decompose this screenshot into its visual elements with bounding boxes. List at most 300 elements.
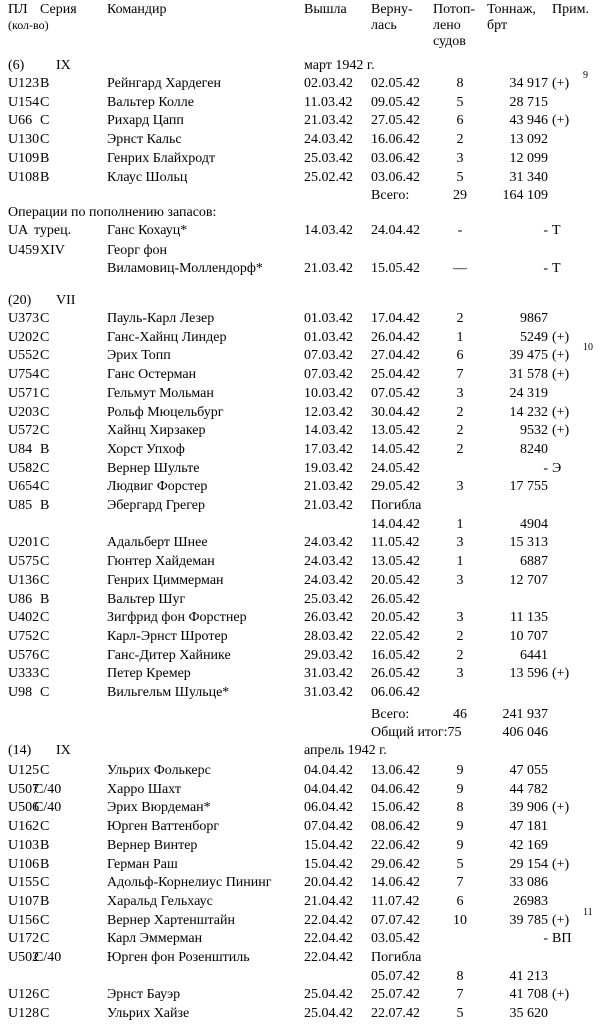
sunk-count: 3 xyxy=(456,479,464,495)
sunk-count: 6 xyxy=(456,348,464,364)
note: ВП xyxy=(552,931,572,947)
pl-number: U136 xyxy=(8,572,40,588)
returned: 09.05.42 xyxy=(371,94,420,110)
departed: 04.04.42 xyxy=(304,781,353,797)
returned: 29.06.42 xyxy=(371,856,420,872)
sunk-count: 7 xyxy=(456,875,464,891)
series: C xyxy=(40,367,50,383)
departed: 24.03.42 xyxy=(304,535,353,551)
pl-number: U109 xyxy=(8,150,40,166)
returned: 13.05.42 xyxy=(371,554,420,570)
sunk-count: 1 xyxy=(456,516,464,532)
departed: 21.03.42 xyxy=(304,479,353,495)
commander: Вальтер Шуг xyxy=(107,591,186,607)
departed: 21.04.42 xyxy=(304,893,353,909)
tonnage: - xyxy=(543,460,548,476)
pl-number: U107 xyxy=(8,893,40,909)
tonnage: 10 707 xyxy=(509,628,548,644)
table-row xyxy=(0,443,600,463)
series: C/40 xyxy=(34,781,62,797)
returned: 03.06.42 xyxy=(371,169,420,185)
table-row xyxy=(0,764,600,784)
tonnage: 41 213 xyxy=(509,968,548,984)
commander: Ганс Остерман xyxy=(107,367,197,383)
pl-number: U654 xyxy=(8,479,40,495)
returned: 22.07.42 xyxy=(371,1006,420,1022)
returned: 22.06.42 xyxy=(371,837,420,853)
returned: 26.05.42 xyxy=(371,591,420,607)
note: (+) xyxy=(552,348,570,364)
departed: 25.03.42 xyxy=(304,591,353,607)
note: Э xyxy=(552,460,562,476)
note: (+) xyxy=(552,404,570,420)
returned: 05.07.42 xyxy=(371,968,420,984)
pl-number: U402 xyxy=(8,610,40,626)
commander: Гюнтер Хайдеман xyxy=(107,554,215,570)
tonnage: 43 946 xyxy=(509,113,548,129)
commander: Ульрих Хайзе xyxy=(107,1006,190,1022)
header-tonnage-1: Тоннаж, xyxy=(487,2,536,17)
grand-total-tonnage: 406 046 xyxy=(502,725,548,741)
tonnage: 6887 xyxy=(520,554,548,570)
section-count: (6) xyxy=(8,58,25,73)
pl-number: U502 xyxy=(8,950,40,965)
departed: 24.03.42 xyxy=(304,572,353,588)
returned: 27.05.42 xyxy=(371,113,420,129)
pl-number: U754 xyxy=(8,367,40,383)
departed: 24.03.42 xyxy=(304,132,353,148)
sunk-count: 2 xyxy=(456,423,464,439)
tonnage: 12 099 xyxy=(509,150,548,166)
pl-number: U507 xyxy=(8,781,40,797)
total-label: Всего: xyxy=(371,188,410,204)
series: B xyxy=(40,498,50,513)
sunk-count: 5 xyxy=(456,1006,464,1022)
series: C xyxy=(40,404,50,420)
departed: 22.04.42 xyxy=(304,950,353,965)
tonnage: 28 715 xyxy=(509,94,548,110)
commander: Карл-Эрнст Шротер xyxy=(107,628,228,644)
series: C xyxy=(40,311,50,326)
series: C xyxy=(40,1006,50,1022)
commander: Ганс Кохауц* xyxy=(107,223,188,238)
sunk-count: 8 xyxy=(456,968,464,984)
header-returned-1: Верну- xyxy=(371,2,413,17)
table-row xyxy=(0,244,600,264)
series: C xyxy=(40,763,50,778)
pl-number: U203 xyxy=(8,404,40,420)
resupply-title xyxy=(0,206,600,226)
commander-continued: Виламовиц-Моллендорф* xyxy=(107,261,263,276)
commander: Карл Эммерман xyxy=(107,931,203,947)
table-row xyxy=(0,686,600,706)
series: C xyxy=(40,113,50,129)
returned: 03.06.42 xyxy=(371,150,420,166)
series: B xyxy=(40,893,50,909)
note: (+) xyxy=(552,76,570,91)
tonnage: 13 596 xyxy=(509,666,548,682)
tonnage: 6441 xyxy=(520,647,548,663)
returned: Погибла xyxy=(371,498,422,513)
tonnage: 41 708 xyxy=(509,987,548,1003)
series: C xyxy=(40,348,50,364)
header-sunk-3: судов xyxy=(433,34,466,49)
tonnage: 39 785 xyxy=(509,912,548,928)
returned: 13.05.42 xyxy=(371,423,420,439)
table-row xyxy=(0,387,600,407)
series: турец. xyxy=(34,223,72,238)
returned: 16.05.42 xyxy=(371,647,420,663)
commander: Петер Кремер xyxy=(107,666,191,682)
departed: 22.04.42 xyxy=(304,912,353,928)
table-row xyxy=(0,152,600,172)
pl-number: U85 xyxy=(8,498,33,513)
tonnage: 5249 xyxy=(520,329,548,345)
series: C xyxy=(40,931,50,947)
returned: 26.04.42 xyxy=(371,329,420,345)
sunk-count: 2 xyxy=(456,404,464,420)
section-type: VII xyxy=(56,293,76,308)
header-sunk-2: лено xyxy=(433,18,461,33)
pl-number: U162 xyxy=(8,819,40,835)
section-month: апрель 1942 г. xyxy=(304,743,387,758)
series: C xyxy=(40,554,50,570)
tonnage: 47 055 xyxy=(509,763,548,778)
returned: 14.04.42 xyxy=(371,516,420,532)
pl-number: U506 xyxy=(8,800,40,816)
returned: 11.05.42 xyxy=(371,535,420,551)
series: B xyxy=(40,591,50,607)
header-series: Серия xyxy=(40,2,77,17)
header-count: (кол-во) xyxy=(8,18,49,32)
table-row xyxy=(0,424,600,444)
commander: Вильгельм Шульце* xyxy=(107,685,230,700)
table-row xyxy=(0,906,600,934)
sunk-count: 9 xyxy=(456,837,464,853)
series: C/40 xyxy=(34,950,62,965)
note: (+) xyxy=(552,666,570,682)
note: (+) xyxy=(552,113,570,129)
returned: 16.06.42 xyxy=(371,132,420,148)
pl-number: U333 xyxy=(8,666,40,682)
note: T xyxy=(552,223,561,238)
commander: Эрнст Бауэр xyxy=(107,987,181,1003)
sunk-count: 5 xyxy=(456,856,464,872)
table-row xyxy=(0,70,600,97)
tonnage: 31 578 xyxy=(509,367,548,383)
returned: 25.04.42 xyxy=(371,367,420,383)
footnote-mark: 11 xyxy=(583,906,593,918)
departed: 07.03.42 xyxy=(304,367,353,383)
series: C xyxy=(40,685,50,700)
note: (+) xyxy=(552,423,570,439)
sunk-count: 5 xyxy=(456,169,464,185)
table-row xyxy=(0,932,600,952)
commander: Харальд Гельхаус xyxy=(107,893,213,909)
commander: Людвиг Форстер xyxy=(107,479,208,495)
departed: 15.04.42 xyxy=(304,837,353,853)
tonnage: 31 340 xyxy=(509,169,548,185)
returned: 29.05.42 xyxy=(371,479,420,495)
note: (+) xyxy=(552,912,570,928)
resupply-title-text: Операции по пополнению запасов: xyxy=(8,205,217,220)
sunk-count: 2 xyxy=(456,132,464,148)
header-notes: Прим. xyxy=(552,2,589,17)
series: C xyxy=(40,479,50,495)
series: C xyxy=(40,329,50,345)
tonnage: 29 154 xyxy=(509,856,548,872)
commander: Рейнгард Хардеген xyxy=(107,76,221,91)
pl-number: U106 xyxy=(8,856,40,872)
returned: 24.04.42 xyxy=(371,223,420,238)
departed: 28.03.42 xyxy=(304,628,353,644)
sunk-count: 3 xyxy=(456,666,464,682)
table-row xyxy=(0,667,600,687)
sunk-count: 2 xyxy=(456,628,464,644)
pl-number: U571 xyxy=(8,385,40,401)
departed: 04.04.42 xyxy=(304,763,353,778)
tonnage: 11 135 xyxy=(510,610,548,626)
tonnage: 47 181 xyxy=(509,819,548,835)
tonnage: 4904 xyxy=(520,516,548,532)
commander: Эрнст Кальс xyxy=(107,132,182,148)
series: B xyxy=(40,150,50,166)
returned: 06.06.42 xyxy=(371,685,420,700)
series: B xyxy=(40,837,50,853)
sunk-count: 3 xyxy=(456,535,464,551)
series: B xyxy=(40,856,50,872)
sunk-count: 2 xyxy=(456,311,464,326)
commander: Рихард Цапп xyxy=(107,113,184,129)
departed: 06.04.42 xyxy=(304,800,353,816)
header-pl: ПЛ xyxy=(8,2,28,17)
departed: 20.04.42 xyxy=(304,875,353,891)
note: (+) xyxy=(552,329,570,345)
series: B xyxy=(40,76,50,91)
table-row xyxy=(0,630,600,650)
commander: Гельмут Мольман xyxy=(107,385,214,401)
returned: 27.04.42 xyxy=(371,348,420,364)
departed: 10.03.42 xyxy=(304,385,353,401)
returned: 25.07.42 xyxy=(371,987,420,1003)
pl-number: U130 xyxy=(8,132,40,148)
pl-number: U66 xyxy=(8,113,33,129)
series: B xyxy=(40,169,50,185)
pl-number: U172 xyxy=(8,931,40,947)
pl-number: U84 xyxy=(8,441,33,457)
pl-number: U582 xyxy=(8,460,40,476)
departed: 25.04.42 xyxy=(304,1006,353,1022)
tonnage: 33 086 xyxy=(509,875,548,891)
commander: Пауль-Карл Лезер xyxy=(107,311,215,326)
section-count: (20) xyxy=(8,293,32,308)
sunk-count: 10 xyxy=(453,912,467,928)
departed: 01.03.42 xyxy=(304,311,353,326)
sunk-count: 3 xyxy=(456,385,464,401)
section-header xyxy=(0,294,600,314)
returned: 14.06.42 xyxy=(371,875,420,891)
pl-number: U202 xyxy=(8,329,40,345)
pl-number: U156 xyxy=(8,912,40,928)
commander: Адальберт Шнее xyxy=(107,535,208,551)
commander: Харро Шахт xyxy=(107,781,181,797)
returned: 13.06.42 xyxy=(371,763,420,778)
departed: 21.03.42 xyxy=(304,113,353,129)
departed: 02.03.42 xyxy=(304,76,353,91)
table-row xyxy=(0,536,600,556)
section-type: IX xyxy=(56,743,71,758)
returned: 15.05.42 xyxy=(371,261,420,276)
table-row xyxy=(0,1007,600,1027)
series: C xyxy=(40,385,50,401)
pl-number: U154 xyxy=(8,94,40,110)
commander: Эрих Топп xyxy=(107,348,171,364)
departed: 11.03.42 xyxy=(304,94,353,110)
series: C xyxy=(40,666,50,682)
series: C xyxy=(40,610,50,626)
sunk-count: 5 xyxy=(456,94,464,110)
total-label: Всего: xyxy=(371,706,410,722)
pl-number: U552 xyxy=(8,348,40,364)
tonnage: 8240 xyxy=(520,441,548,457)
sunk-count: 2 xyxy=(456,441,464,457)
table-row xyxy=(0,895,600,915)
tonnage: 9867 xyxy=(520,311,548,326)
sunk-count: 3 xyxy=(456,572,464,588)
series: C xyxy=(40,819,50,835)
commander: Генрих Блайхродт xyxy=(107,150,216,166)
commander: Эрих Вюрдеман* xyxy=(107,800,211,816)
pl-number: U459 xyxy=(8,243,40,258)
commander: Вернер Хартенштайн xyxy=(107,912,235,928)
departed: 19.03.42 xyxy=(304,460,353,476)
sunk-count: 1 xyxy=(456,329,464,345)
total-tonnage: 164 109 xyxy=(502,188,548,204)
returned: Погибла xyxy=(371,950,422,965)
section-count: (14) xyxy=(8,743,32,758)
departed: 24.03.42 xyxy=(304,554,353,570)
series: C xyxy=(40,423,50,439)
departed: 14.03.42 xyxy=(304,423,353,439)
commander: Ганс-Дитер Хайнике xyxy=(107,647,231,663)
departed: 07.04.42 xyxy=(304,819,353,835)
commander: Эбергард Грегер xyxy=(107,498,205,513)
tonnage: 39 906 xyxy=(509,800,548,816)
tonnage: 24 319 xyxy=(509,385,548,401)
tonnage: 26983 xyxy=(513,893,548,909)
series: C xyxy=(40,912,50,928)
returned: 30.04.42 xyxy=(371,404,420,420)
series: XIV xyxy=(40,243,65,258)
returned: 07.05.42 xyxy=(371,385,420,401)
table-row xyxy=(0,312,600,332)
commander: Хорст Упхоф xyxy=(107,441,185,457)
header-returned-2: лась xyxy=(371,18,397,33)
series: C xyxy=(40,94,50,110)
commander: Адольф-Корнелиус Пининг xyxy=(107,875,272,891)
sunk-count: 1 xyxy=(456,554,464,570)
table-row xyxy=(0,839,600,859)
sunk-count: 3 xyxy=(456,150,464,166)
departed: 25.02.42 xyxy=(304,169,353,185)
departed: 25.04.42 xyxy=(304,987,353,1003)
pl-number: U575 xyxy=(8,554,40,570)
pl-number: U373 xyxy=(8,311,40,326)
returned: 04.06.42 xyxy=(371,781,420,797)
series: C/40 xyxy=(34,800,62,816)
tonnage: 34 917 xyxy=(509,76,548,91)
departed: 12.03.42 xyxy=(304,404,353,420)
table-row xyxy=(0,499,600,519)
total-sunk: 46 xyxy=(453,706,467,722)
commander: Юрген фон Розенштиль xyxy=(107,950,250,965)
departed: 31.03.42 xyxy=(304,666,353,682)
departed: 21.03.42 xyxy=(304,498,353,513)
returned: 11.07.42 xyxy=(371,893,420,909)
returned: 07.07.42 xyxy=(371,912,420,928)
tonnage: 13 092 xyxy=(509,132,548,148)
note: (+) xyxy=(552,800,570,816)
commander: Ульрих Фолькерс xyxy=(107,763,211,778)
returned: 17.04.42 xyxy=(371,311,420,326)
commander: Георг фон xyxy=(107,243,168,258)
departed: 01.03.42 xyxy=(304,329,353,345)
note: T xyxy=(552,261,561,276)
table-row-continued xyxy=(0,262,600,282)
returned: 22.05.42 xyxy=(371,628,420,644)
returned: 15.06.42 xyxy=(371,800,420,816)
sunk-count: 9 xyxy=(456,781,464,797)
sunk-count: 7 xyxy=(456,987,464,1003)
series: C xyxy=(40,987,50,1003)
tonnage: 44 782 xyxy=(509,781,548,797)
table-row xyxy=(0,224,600,244)
tonnage: - xyxy=(543,223,548,238)
series: C xyxy=(40,647,50,663)
departed: 07.03.42 xyxy=(304,348,353,364)
sunk-count: 9 xyxy=(456,763,464,778)
pl-number: U103 xyxy=(8,837,40,853)
series: C xyxy=(40,572,50,588)
commander: Вернер Винтер xyxy=(107,837,198,853)
departed: 21.03.42 xyxy=(304,261,353,276)
departed: 31.03.42 xyxy=(304,685,353,700)
series: C xyxy=(40,132,50,148)
tonnage: 12 707 xyxy=(509,572,548,588)
series: B xyxy=(40,441,50,457)
commander: Клаус Шольц xyxy=(107,169,188,185)
pl-number: U123 xyxy=(8,76,40,91)
pl-number: U201 xyxy=(8,535,40,551)
commander: Вальтер Колле xyxy=(107,94,194,110)
header-notes-row xyxy=(0,3,600,23)
pl-number: U98 xyxy=(8,685,33,700)
departed: 29.03.42 xyxy=(304,647,353,663)
sunk-count: - xyxy=(457,223,463,238)
departed: 25.03.42 xyxy=(304,150,353,166)
header-commander: Командир xyxy=(107,2,167,17)
sunk-count: 6 xyxy=(456,113,464,129)
tonnage: 9532 xyxy=(520,423,548,439)
departed: 17.03.42 xyxy=(304,441,353,457)
pl-number: U125 xyxy=(8,763,40,778)
tonnage: 39 475 xyxy=(509,348,548,364)
table-row xyxy=(0,951,600,971)
departed: 26.03.42 xyxy=(304,610,353,626)
note: (+) xyxy=(552,987,570,1003)
pl-number: U86 xyxy=(8,591,33,607)
tonnage: 35 620 xyxy=(509,1006,548,1022)
